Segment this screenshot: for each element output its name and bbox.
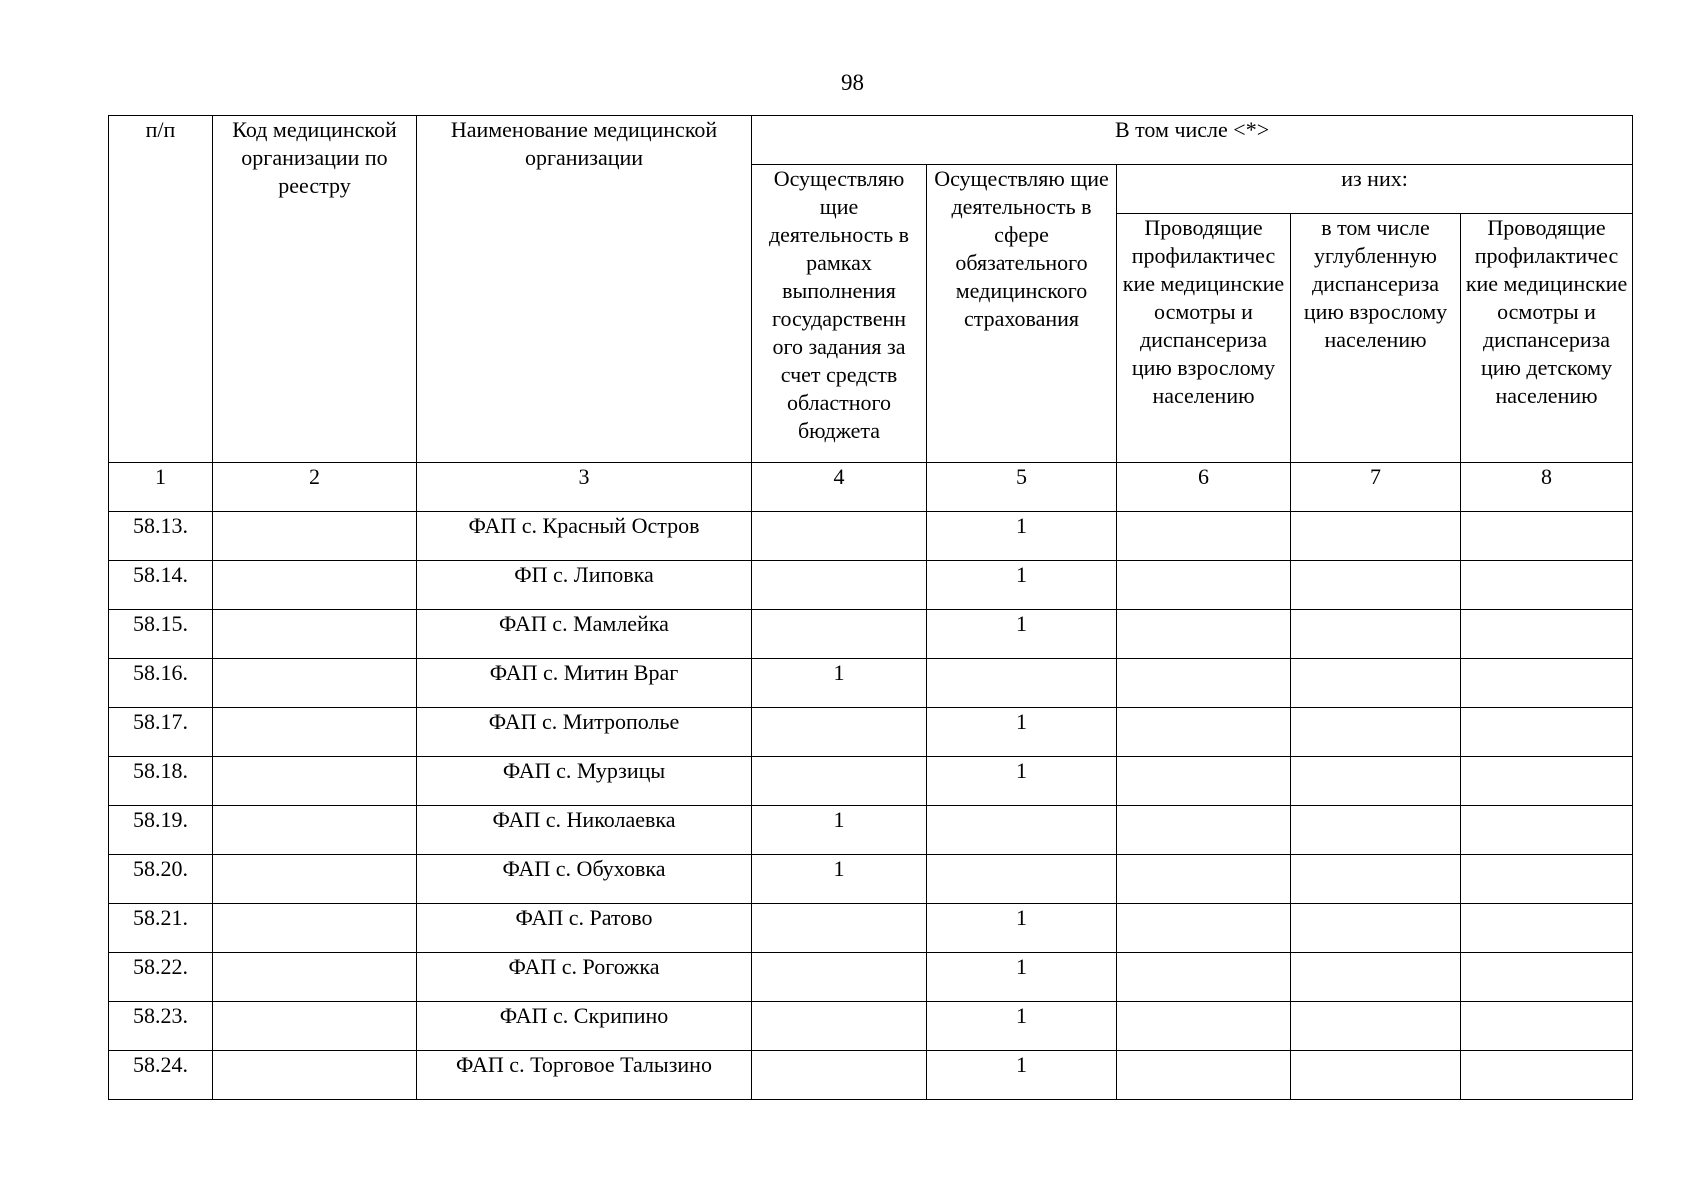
- row-index-cell: 58.24.: [109, 1051, 213, 1100]
- child-exam-cell: [1461, 757, 1633, 806]
- table-row: [109, 610, 1633, 659]
- oms-activity-cell: 1: [927, 708, 1117, 757]
- child-exam-cell: [1461, 904, 1633, 953]
- org-code-cell: [213, 610, 417, 659]
- header-col-3: Наименование медицинской организации: [417, 116, 752, 463]
- oms-activity-cell: 1: [927, 953, 1117, 1002]
- org-name-cell: ФАП с. Рогожка: [417, 953, 752, 1002]
- budget-activity-cell: [752, 610, 927, 659]
- child-exam-cell: [1461, 659, 1633, 708]
- row-index-cell: 58.13.: [109, 512, 213, 561]
- column-number-row: [109, 463, 1633, 512]
- adult-exam-cell: [1117, 806, 1291, 855]
- adult-exam-cell: [1117, 561, 1291, 610]
- oms-activity-cell: 1: [927, 757, 1117, 806]
- adult-exam-cell: [1117, 855, 1291, 904]
- table-row: [109, 757, 1633, 806]
- row-index-cell: 58.14.: [109, 561, 213, 610]
- column-number: 5: [927, 463, 1117, 512]
- adult-exam-cell: [1117, 1051, 1291, 1100]
- budget-activity-cell: 1: [752, 806, 927, 855]
- table-row: [109, 904, 1633, 953]
- table-row: [109, 512, 1633, 561]
- adult-exam-cell: [1117, 757, 1291, 806]
- budget-activity-cell: [752, 953, 927, 1002]
- table-row: [109, 855, 1633, 904]
- header-col-1: п/п: [109, 116, 213, 463]
- budget-activity-cell: 1: [752, 659, 927, 708]
- header-col-4: Осуществляю щие деятельность в рамках выполнения государственн ого задания за счет средств областного бюджета: [752, 165, 927, 463]
- budget-activity-cell: 1: [752, 855, 927, 904]
- child-exam-cell: [1461, 806, 1633, 855]
- header-col-7: в том числе углубленную диспансериза цию взрослому населению: [1291, 214, 1461, 463]
- child-exam-cell: [1461, 561, 1633, 610]
- row-index-cell: 58.17.: [109, 708, 213, 757]
- oms-activity-cell: [927, 806, 1117, 855]
- adult-exam-cell: [1117, 659, 1291, 708]
- deep-dispensary-cell: [1291, 855, 1461, 904]
- header-col-8: Проводящие профилактичес кие медицинские осмотры и диспансериза цию детскому населению: [1461, 214, 1633, 463]
- column-number: 8: [1461, 463, 1633, 512]
- table-row: [109, 953, 1633, 1002]
- column-number: 2: [213, 463, 417, 512]
- deep-dispensary-cell: [1291, 1002, 1461, 1051]
- deep-dispensary-cell: [1291, 708, 1461, 757]
- org-code-cell: [213, 953, 417, 1002]
- header-col-6: Проводящие профилактичес кие медицинские осмотры и диспансериза цию взрослому населению: [1117, 214, 1291, 463]
- column-number: 6: [1117, 463, 1291, 512]
- child-exam-cell: [1461, 610, 1633, 659]
- budget-activity-cell: [752, 512, 927, 561]
- org-name-cell: ФАП с. Скрипино: [417, 1002, 752, 1051]
- table-row: [109, 806, 1633, 855]
- row-index-cell: 58.22.: [109, 953, 213, 1002]
- adult-exam-cell: [1117, 904, 1291, 953]
- deep-dispensary-cell: [1291, 610, 1461, 659]
- header-group: В том числе <*>: [752, 116, 1633, 165]
- deep-dispensary-cell: [1291, 806, 1461, 855]
- org-name-cell: ФП с. Липовка: [417, 561, 752, 610]
- row-index-cell: 58.15.: [109, 610, 213, 659]
- adult-exam-cell: [1117, 708, 1291, 757]
- oms-activity-cell: 1: [927, 512, 1117, 561]
- child-exam-cell: [1461, 1002, 1633, 1051]
- row-index-cell: 58.16.: [109, 659, 213, 708]
- child-exam-cell: [1461, 1051, 1633, 1100]
- child-exam-cell: [1461, 855, 1633, 904]
- org-code-cell: [213, 1051, 417, 1100]
- budget-activity-cell: [752, 708, 927, 757]
- org-name-cell: ФАП с. Красный Остров: [417, 512, 752, 561]
- deep-dispensary-cell: [1291, 659, 1461, 708]
- oms-activity-cell: 1: [927, 904, 1117, 953]
- org-code-cell: [213, 708, 417, 757]
- table-row: [109, 1051, 1633, 1100]
- table-row: [109, 561, 1633, 610]
- deep-dispensary-cell: [1291, 561, 1461, 610]
- org-name-cell: ФАП с. Торговое Талызино: [417, 1051, 752, 1100]
- adult-exam-cell: [1117, 953, 1291, 1002]
- budget-activity-cell: [752, 757, 927, 806]
- org-name-cell: ФАП с. Ратово: [417, 904, 752, 953]
- org-name-cell: ФАП с. Мамлейка: [417, 610, 752, 659]
- budget-activity-cell: [752, 1051, 927, 1100]
- header-row-top: [109, 116, 1633, 165]
- column-number: 1: [109, 463, 213, 512]
- row-index-cell: 58.20.: [109, 855, 213, 904]
- deep-dispensary-cell: [1291, 512, 1461, 561]
- org-name-cell: ФАП с. Николаевка: [417, 806, 752, 855]
- table-row: [109, 1002, 1633, 1051]
- org-code-cell: [213, 1002, 417, 1051]
- oms-activity-cell: 1: [927, 1051, 1117, 1100]
- org-code-cell: [213, 806, 417, 855]
- org-code-cell: [213, 757, 417, 806]
- table-row: [109, 659, 1633, 708]
- row-index-cell: 58.18.: [109, 757, 213, 806]
- org-code-cell: [213, 904, 417, 953]
- org-name-cell: ФАП с. Митрополье: [417, 708, 752, 757]
- column-number: 7: [1291, 463, 1461, 512]
- oms-activity-cell: [927, 659, 1117, 708]
- org-name-cell: ФАП с. Обуховка: [417, 855, 752, 904]
- child-exam-cell: [1461, 512, 1633, 561]
- adult-exam-cell: [1117, 610, 1291, 659]
- org-name-cell: ФАП с. Митин Враг: [417, 659, 752, 708]
- header-subgroup: из них:: [1117, 165, 1633, 214]
- row-index-cell: 58.19.: [109, 806, 213, 855]
- org-code-cell: [213, 855, 417, 904]
- deep-dispensary-cell: [1291, 953, 1461, 1002]
- table-row: [109, 708, 1633, 757]
- org-code-cell: [213, 659, 417, 708]
- oms-activity-cell: [927, 855, 1117, 904]
- deep-dispensary-cell: [1291, 1051, 1461, 1100]
- registry-table: [108, 115, 1633, 1100]
- column-number: 3: [417, 463, 752, 512]
- budget-activity-cell: [752, 904, 927, 953]
- adult-exam-cell: [1117, 512, 1291, 561]
- org-name-cell: ФАП с. Мурзицы: [417, 757, 752, 806]
- budget-activity-cell: [752, 561, 927, 610]
- org-code-cell: [213, 561, 417, 610]
- oms-activity-cell: 1: [927, 1002, 1117, 1051]
- deep-dispensary-cell: [1291, 757, 1461, 806]
- child-exam-cell: [1461, 708, 1633, 757]
- adult-exam-cell: [1117, 1002, 1291, 1051]
- header-col-2: Код медицинской организации по реестру: [213, 116, 417, 463]
- deep-dispensary-cell: [1291, 904, 1461, 953]
- oms-activity-cell: 1: [927, 561, 1117, 610]
- child-exam-cell: [1461, 953, 1633, 1002]
- org-code-cell: [213, 512, 417, 561]
- header-col-5: Осуществляю щие деятельность в сфере обязательного медицинского страхования: [927, 165, 1117, 463]
- row-index-cell: 58.21.: [109, 904, 213, 953]
- row-index-cell: 58.23.: [109, 1002, 213, 1051]
- budget-activity-cell: [752, 1002, 927, 1051]
- page-number: 98: [841, 70, 864, 95]
- oms-activity-cell: 1: [927, 610, 1117, 659]
- column-number: 4: [752, 463, 927, 512]
